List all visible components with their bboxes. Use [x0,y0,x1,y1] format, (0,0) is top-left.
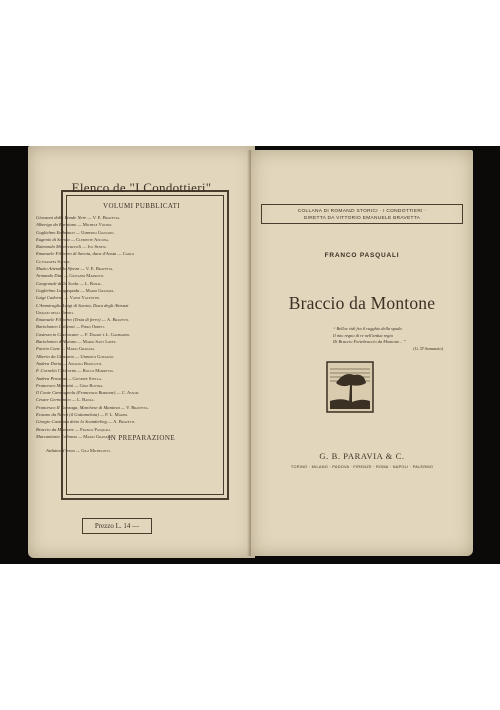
item-title: Andrea Doria [36,360,62,366]
item-title: Francesco Morosini [36,382,74,388]
publisher-cities: TORINO · MILANO · PADOVA · FIRENZE · ROMA · NAPOLI · PALERMO [290,465,434,469]
epigraph-line: Il mio regno di re nell'ardua regia [333,332,393,338]
list-item: Il Conte Carmagnola (Francesco Bussone) — C. Assum. [36,390,140,396]
item-title: Arduino d'Ivrea [46,448,75,453]
item-title: Braccio da Montone [36,426,74,432]
list-item: Cesare Germanico — L. Banal. [36,397,95,403]
publisher-name: G. B. PARAVIA & C. [319,451,405,461]
epigraph [333,326,463,352]
item-author: Umberto Gozzano. [81,229,115,235]
item-author: A. Bravetti. [113,419,136,425]
item-title: Bartolomeo d'Alviano [36,339,77,345]
list-item [36,309,251,316]
list-item: Castruccio Castracane — F. Davarí e L. Gambarini. [36,331,131,337]
list-item: Arduino d'Ivrea — Gigi Michelotti. [46,448,111,453]
item-title: Guglielmo Embriaco [36,229,75,235]
item-author: C. Assum. [121,390,140,396]
item-title: Emanuele Filiberto di Savoia, duca d'Aosta [36,251,117,257]
item-title: Luigi Cadorna [36,295,64,301]
list-item [36,302,251,309]
item-author: Giuseppe Stella. [72,375,103,381]
item-author: Cuttaraffa Savoni. [36,258,71,264]
left-page [28,146,255,558]
price-label: Prezzo L. 14 — [82,518,152,534]
prep-heading: IN PREPARAZIONE [108,434,175,442]
item-author: Gino Rovida. [79,382,104,388]
list-item: Armando Diaz — Giovanni Marrotti. [36,273,105,279]
item-author: L. Banal. [77,397,95,403]
item-author: A. Bravetti. [106,317,130,323]
list-item: Braccio da Montone — Franco Pasquali. [36,426,112,432]
item-title: Eugenio di Savoia [36,236,70,242]
item-title: Il Conte Carmagnola (Francesco Bussone) [36,390,116,396]
list-item: Emanuele Filiberto (Testa di ferro) — A. Bravetti. [36,317,130,323]
item-title: Guglielmo Longaspada [36,287,80,293]
item-author: Piero Orbeti. [81,324,105,330]
item-title: Marcantonio Colonna [36,433,77,439]
item-title: Armando Diaz [36,273,63,279]
item-title: Emanuele Filiberto (Testa di ferro) [36,317,101,323]
list-item: Muzio Attendolo Sforza — V. E. Bravetta. [36,266,114,272]
item-title: Alberigo da Barbiano [36,222,77,228]
list-item: Eugenio di Savoia — Clemente Ancona. [36,236,110,242]
series-line-1: COLLANA DI ROMANZI STORICI · I CONDOTTIERI · [297,209,427,214]
item-title: Cangrande della Scala [36,280,79,286]
item-author: F. Davarí e L. Gambarini. [84,331,131,337]
item-title: L'Ammiraglio Luigi di Savoia, Duca degli Abruzzi [36,302,129,308]
list-item [36,258,251,265]
item-author: P. L. Marini. [105,412,129,418]
item-author: V. E. Bravetta. [92,215,121,220]
list-item: Giorgio Castriota detto lo Scanderbeg — A. Bravetti. [36,419,136,425]
tree-woodcut-icon [326,361,374,413]
list-item: Erasmo da Narni (il Gattamelata) — P. L. Marini. [36,412,129,418]
item-title: Muzio Attendolo Sforza [36,266,80,272]
list-item: Guglielmo Longaspada — Mario Granata. [36,287,115,293]
item-author: Umberto Gozzano. [80,353,114,359]
item-title: Castruccio Castracane [36,331,79,337]
item-author: L. Banal. [84,280,103,286]
item-author: Michele Vocino. [82,222,113,228]
series-box [261,204,463,224]
list-item: Francesco II Gonzaga, Marchese di Mantova — V. Bravetta. [36,404,149,410]
list-item: Emanuele Filiberto di Savoia, duca d'Aosta — Carlo [36,251,134,257]
volumes-heading: VOLUMI PUBBLICATI [103,202,180,210]
item-author: Mario Sant Lopez. [82,339,117,345]
list-item: Giovanni dalle Bande Nere — V. E. Bravetta. [36,215,121,220]
list-item: Bartolomeo Colleoni — Piero Orbeti. [36,324,105,330]
list-item: Marcantonio Colonna — Mario Granata. [36,433,113,439]
right-page [251,150,473,556]
item-author: Vanni Valentini. [69,295,100,301]
item-author: Mario Granata. [66,346,96,352]
item-title: Cesare Germanico [36,397,71,403]
list-item: Andrea Provana — Giuseppe Stella. [36,375,103,381]
item-author: Rocco Morretta. [82,368,115,374]
list-item: F. Cornelio l'Alicorno — Rocco Morretta. [36,368,115,374]
item-title: Facino Cane [36,346,60,352]
item-author: V. Bravetta. [126,404,149,410]
epigraph-line: “ Belloe vidi fra il rugghio della spada [333,326,402,331]
list-item: Luigi Cadorna — Vanni Valentini. [36,295,100,301]
item-title: Erasmo da Narni (il Gattamelata) [36,412,99,418]
item-author: Mario Granata. [83,433,113,439]
item-author: Gigi Michelotti. [81,448,111,453]
book-title: Braccio da Montone [288,293,436,313]
item-author: Carlo [122,251,134,257]
list-item: Cangrande della Scala — L. Banal. [36,280,103,286]
list-item: Francesco Morosini — Gino Rovida. [36,382,104,388]
list-item: Facino Cane — Mario Granata. [36,346,96,352]
item-author: Mario Granata. [85,287,115,293]
item-author: Ivo Senesi. [87,244,107,250]
list-item: Alberigo da Barbiano — Michele Vocino. [36,222,113,228]
epigraph-line: Di Braccio Fortebraccio da Montone... ” [333,339,406,345]
item-title: F. Cornelio l'Alicorno [36,368,77,374]
item-author: Ubaldo degli Uberti. [36,309,74,315]
series-line-2: DIRETTA DA VITTORIO EMANUELE BRAVETTA [303,216,421,221]
list-item: Andrea Doria — Angiolo Biancotti. [36,360,103,366]
item-title: Alberto da Giussano [36,353,75,359]
item-title: Raimondo Montecuccoli [36,244,82,250]
list-item: Raimondo Montecuccoli — Ivo Senesi. [36,244,107,250]
item-title: Giorgio Castriota detto lo Scanderbeg [36,419,107,425]
item-author: Angiolo Biancotti. [67,360,103,366]
item-author: Clemente Ancona. [76,236,110,242]
item-title: Giovanni dalle Bande Nere [36,215,87,220]
item-author: V. E. Bravetta. [85,266,114,272]
list-item: Alberto da Giussano — Umberto Gozzano. [36,353,114,359]
item-title: Francesco II Gonzaga, Marchese di Mantova [36,404,120,410]
volumes-list [36,214,251,440]
prep-list [46,448,251,453]
epigraph-source: (G. D'Annunzio) [413,345,443,351]
book-author: FRANCO PASQUALI [324,252,400,259]
item-author: Giovanni Marrotti. [69,273,105,279]
list-item: Guglielmo Embriaco — Umberto Gozzano. [36,229,115,235]
elenco-title: Elenco de "I Condottieri" [71,180,212,195]
item-author: Franco Pasquali. [80,426,112,432]
item-title: Bartolomeo Colleoni [36,324,75,330]
list-item: Bartolomeo d'Alviano — Mario Sant Lopez. [36,339,117,345]
item-title: Andrea Provana [36,375,67,381]
